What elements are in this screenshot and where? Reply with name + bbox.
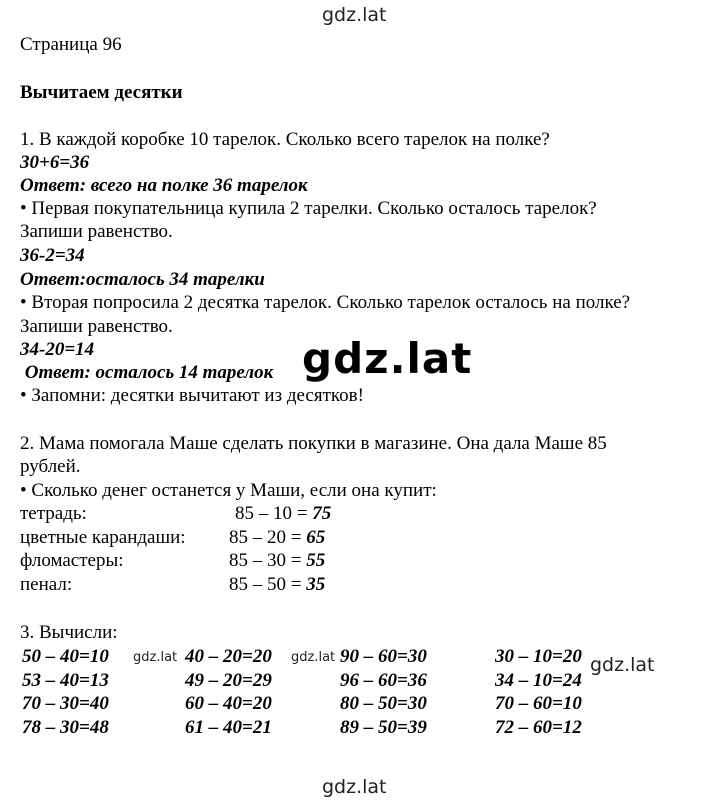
page-heading: Вычитаем десятки [20, 82, 183, 103]
purchase-item: пенал: [20, 574, 73, 595]
calc-item: 80 – 50=30 [340, 693, 427, 714]
watermark-small-1: gdz.lat [133, 650, 178, 665]
calc-item: 78 – 30=48 [22, 717, 109, 738]
calc-item: 72 – 60=12 [495, 717, 582, 738]
task1-question: 1. В каждой коробке 10 тарелок. Сколько всего тарелок на полке? [20, 129, 550, 150]
calc-item: 70 – 30=40 [22, 693, 109, 714]
task1-answer-1: Ответ: всего на полке 36 тарелок [20, 175, 308, 196]
task1-note: • Запомни: десятки вычитают из десятков! [20, 385, 364, 406]
task1-question-3a: • Вторая попросила 2 десятка тарелок. Сколько тарелок осталось на полке? [20, 292, 631, 313]
page-label: Страница 96 [20, 34, 122, 55]
calc-item: 89 – 50=39 [340, 717, 427, 738]
task1-equation-3: 34-20=14 [20, 339, 95, 360]
task2-line-3: • Сколько денег останется у Маши, если она купит: [20, 480, 437, 501]
purchase-expression: 85 – 30 = [229, 550, 307, 571]
task1-equation-2: 36-2=34 [20, 245, 85, 266]
purchase-expression: 85 – 20 = [229, 527, 307, 548]
purchase-calculation [229, 573, 325, 596]
purchase-item: тетрадь: [20, 503, 87, 524]
task2-line-2: рублей. [20, 456, 81, 477]
calc-item: 53 – 40=13 [22, 670, 109, 691]
watermark-bottom: gdz.lat [322, 776, 387, 798]
calc-item: 90 – 60=30 [340, 646, 427, 667]
purchase-calculation [235, 502, 331, 525]
calc-item: 49 – 20=29 [185, 670, 272, 691]
purchase-expression: 85 – 10 = [235, 503, 313, 524]
calc-item: 96 – 60=36 [340, 670, 427, 691]
task1-question-2a: • Первая покупательница купила 2 тарелки. Сколько осталось тарелок? [20, 198, 597, 219]
purchase-result: 55 [306, 550, 326, 571]
calc-item: 70 – 60=10 [495, 693, 582, 714]
task1-answer-2: Ответ:осталось 34 тарелки [20, 269, 265, 290]
watermark-top: gdz.lat [322, 4, 387, 26]
watermark-small-2: gdz.lat [291, 650, 336, 665]
purchase-calculation [229, 526, 325, 549]
calc-item: 34 – 10=24 [495, 670, 582, 691]
task1-answer-3: Ответ: осталось 14 тарелок [20, 362, 274, 383]
watermark-center: gdz.lat [302, 334, 473, 383]
watermark-right: gdz.lat [590, 654, 655, 676]
task3-title: 3. Вычисли: [20, 622, 118, 643]
task1-equation-1: 30+6=36 [20, 152, 90, 173]
calc-item: 30 – 10=20 [495, 646, 582, 667]
purchase-item: фломастеры: [20, 550, 124, 571]
purchase-expression: 85 – 50 = [229, 574, 307, 595]
calc-item: 60 – 40=20 [185, 693, 272, 714]
calc-item: 50 – 40=10 [22, 646, 109, 667]
task1-question-2b: Запиши равенство. [20, 221, 173, 242]
purchase-result: 35 [306, 574, 326, 595]
purchase-calculation [229, 549, 325, 572]
purchase-result: 65 [306, 527, 326, 548]
purchase-result: 75 [312, 503, 332, 524]
calc-item: 61 – 40=21 [185, 717, 272, 738]
calc-item: 40 – 20=20 [185, 646, 272, 667]
task2-line-1: 2. Мама помогала Маше сделать покупки в магазине. Она дала Маше 85 [20, 433, 607, 454]
purchase-item: цветные карандаши: [20, 527, 186, 548]
task1-question-3b: Запиши равенство. [20, 316, 173, 337]
